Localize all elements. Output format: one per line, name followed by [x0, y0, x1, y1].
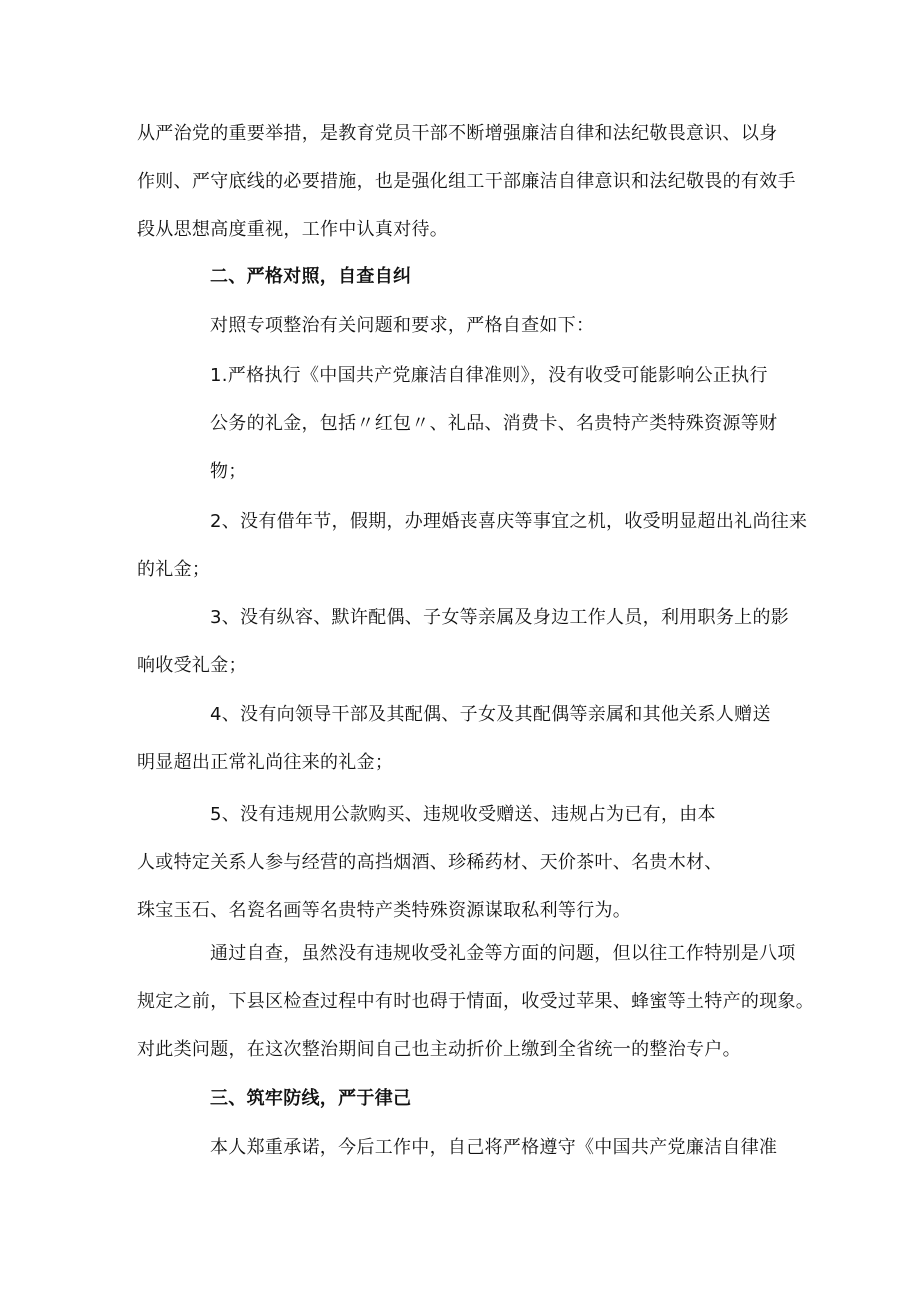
- section2-lead: 对照专项整治有关问题和要求，严格自查如下：: [210, 315, 595, 336]
- item2-line-2: 的礼金；: [137, 559, 211, 580]
- intro-line-1: 从严治党的重要举措，是教育党员干部不断增强廉洁自律和法纪敬畏意识、以身: [137, 123, 778, 144]
- summary-line-2: 规定之前，下县区检查过程中有时也碍于情面，收受过苹果、蜂蜜等土特产的现象。: [137, 991, 815, 1012]
- item4-line-1: 4、没有向领导干部及其配偶、子女及其配偶等亲属和其他关系人赠送: [210, 704, 771, 725]
- item1-line-3: 物；: [210, 461, 247, 482]
- item3-line-2: 响收受礼金；: [137, 655, 247, 676]
- section3-heading: 三、筑牢防线，严于律己: [210, 1088, 412, 1109]
- item1-line-1: 1.严格执行《中国共产党廉洁自律准则》，没有收受可能影响公正执行: [210, 365, 768, 386]
- summary-line-1: 通过自查，虽然没有违规收受礼金等方面的问题，但以往工作特别是八项: [210, 943, 796, 964]
- section3-line-1: 本人郑重承诺，今后工作中，自己将严格遵守《中国共产党廉洁自律准: [210, 1137, 778, 1158]
- item3-line-1: 3、没有纵容、默许配偶、子女等亲属及身边工作人员，利用职务上的影: [210, 607, 790, 628]
- intro-line-3: 段从思想高度重视，工作中认真对待。: [137, 219, 449, 240]
- item5-line-3: 珠宝玉石、名瓷名画等名贵特产类特殊资源谋取私利等行为。: [137, 900, 632, 921]
- item5-line-2: 人或特定关系人参与经营的高挡烟酒、珍稀药材、天价茶叶、名贵木材、: [137, 852, 723, 873]
- item2-line-1: 2、没有借年节，假期，办理婚丧喜庆等事宜之机，收受明显超出礼尚往来: [210, 511, 808, 532]
- item5-line-1: 5、没有违规用公款购买、违规收受赠送、违规占为已有，由本: [210, 804, 716, 825]
- intro-line-2: 作则、严守底线的必要措施，也是强化组工干部廉洁自律意识和法纪敬畏的有效手: [137, 171, 796, 192]
- item1-line-2: 公务的礼金，包括〃红包〃、礼品、消费卡、名贵特产类特殊资源等财: [210, 413, 778, 434]
- section2-heading: 二、严格对照，自查自纠: [210, 266, 412, 287]
- summary-line-3: 对此类问题，在这次整治期间自己也主动折价上缴到全省统一的整治专户。: [137, 1039, 741, 1060]
- item4-line-2: 明显超出正常礼尚往来的礼金；: [137, 752, 394, 773]
